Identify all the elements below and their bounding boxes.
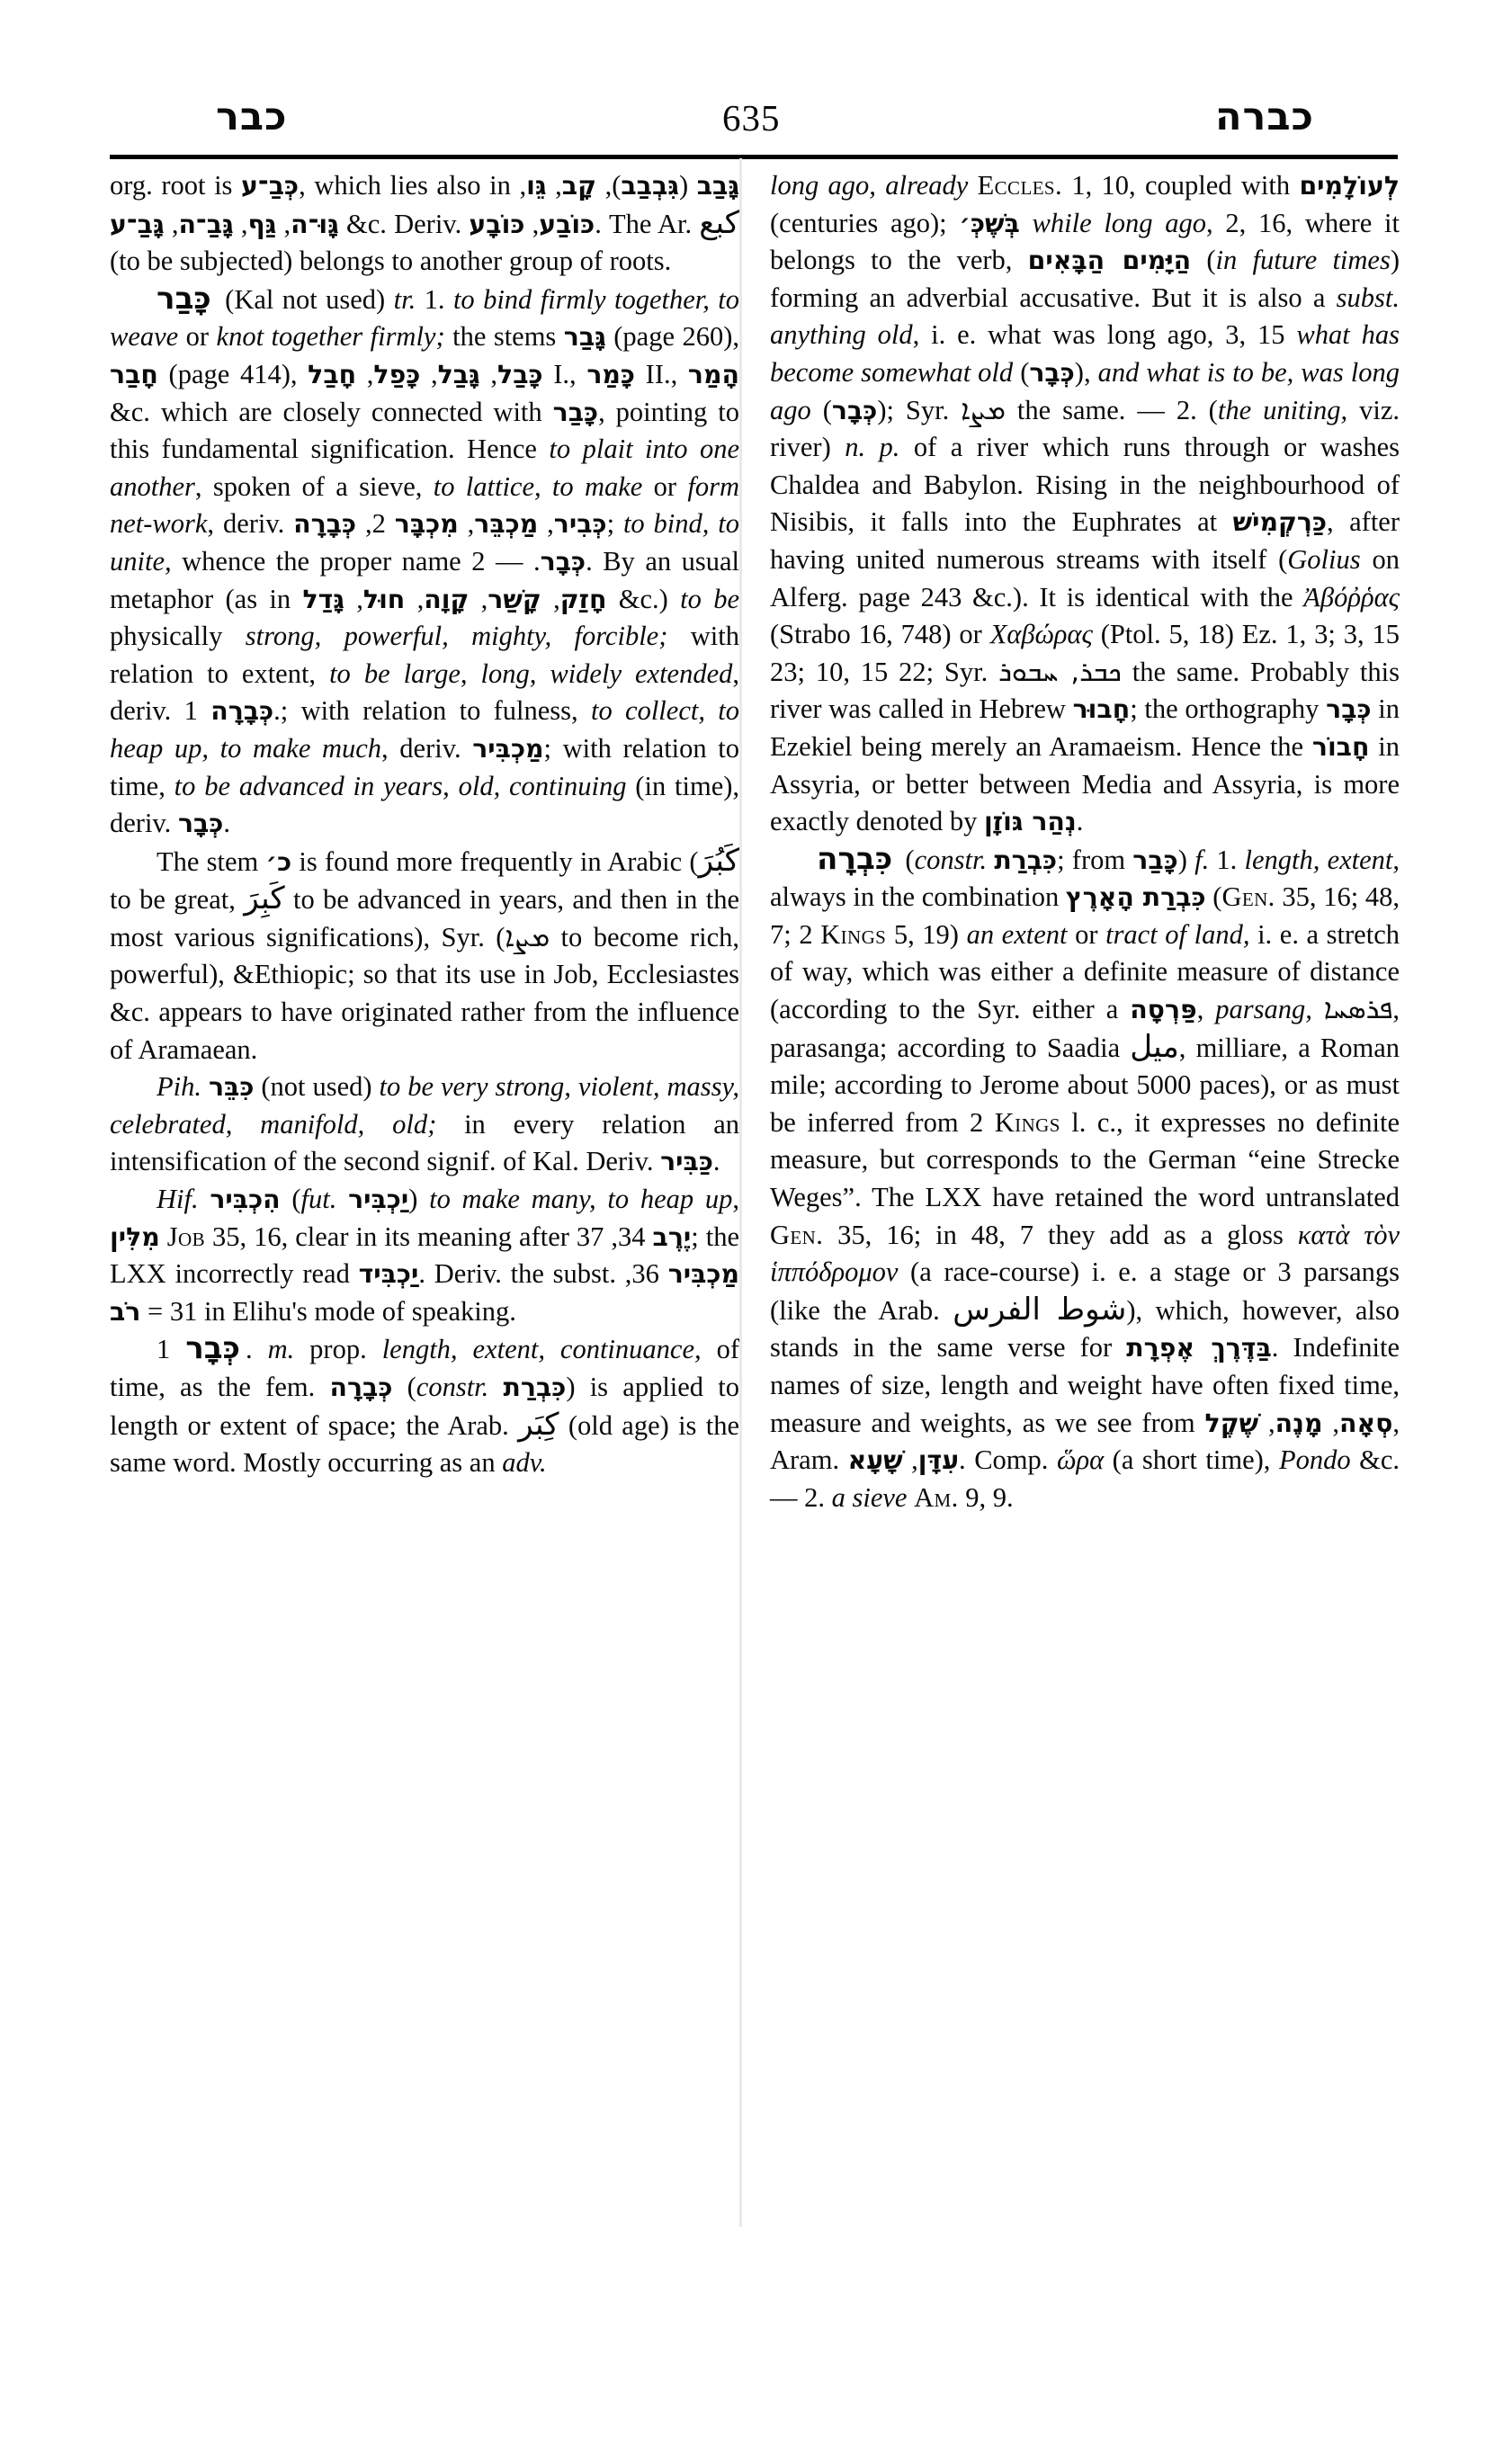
italic-gloss: fut. <box>300 1184 337 1215</box>
hebrew-word: מָנֶה <box>1275 1408 1323 1438</box>
hebrew-word: חוּל <box>362 584 406 614</box>
text-run: (Kal not used) <box>216 283 394 315</box>
hebrew-word: כָּפַל <box>373 359 421 389</box>
text-run <box>336 1184 348 1214</box>
hebrew-word: כִּבְרַת <box>503 1373 567 1402</box>
text-run: to be great, <box>110 884 245 916</box>
text-run: &c. <box>338 208 395 239</box>
paragraph-p-kabar-main <box>110 281 739 843</box>
hebrew-word: שָׁעָא <box>847 1445 903 1476</box>
text-run: , <box>405 583 425 614</box>
italic-gloss: tract of land, <box>1105 918 1250 950</box>
body-columns <box>110 167 1401 1516</box>
italic-gloss: strong, powerful, mighty, forcible; <box>245 621 668 652</box>
italic-gloss: Hif. <box>157 1184 199 1215</box>
text-run: ( <box>678 170 697 201</box>
text-run: on Alferg. page 243 &c.). It is identical with the <box>770 543 1400 612</box>
italic-gloss: to make many, to heap up <box>429 1184 733 1215</box>
text-run: 36, 31 = <box>140 1258 668 1327</box>
hebrew-word: כּוֹבַע <box>539 209 595 239</box>
text-run <box>1020 208 1033 238</box>
hebrew-word: כְּבָר <box>177 809 224 839</box>
text-run: . Deriv. the subst. <box>418 1258 625 1290</box>
text-run: , parasanga; according to Saadia <box>770 994 1400 1063</box>
hebrew-word: קָוָה <box>424 584 470 614</box>
paragraph-p-org-root <box>110 167 739 281</box>
text-run: ( <box>280 1184 301 1215</box>
text-run: , <box>1322 1407 1339 1438</box>
text-run: in every relation an intensification of the second signif. of Kal. Deriv. <box>110 1108 739 1177</box>
text-run: , <box>1196 994 1216 1025</box>
text-run: 35, 16, clear in its meaning after <box>205 1221 577 1252</box>
hebrew-word: כְּבָר <box>831 395 878 425</box>
text-run: physically <box>110 621 246 652</box>
hebrew-word: גִּבְבַב <box>621 171 679 201</box>
hebrew-word: לְעוֹלָמִים <box>1299 171 1400 201</box>
hebrew-word: חָבוּר <box>1072 694 1131 725</box>
hebrew-word: מִכְבָּר <box>394 509 459 540</box>
text-run <box>968 170 977 201</box>
text-run: . <box>712 1146 720 1177</box>
text-run: , pointing to this fundamental signification. Hence <box>110 396 739 465</box>
text-run: 35, 16; 48, 7; 2 <box>770 881 1400 950</box>
paragraph-p-longago <box>770 167 1400 841</box>
text-run: in Elihu's mode of speaking. <box>197 1295 516 1327</box>
text-run: &c. — 2. <box>770 1444 1400 1513</box>
hebrew-word: כָּבַל <box>497 359 543 389</box>
text-run: ), <box>595 170 622 201</box>
text-run: , <box>344 583 363 614</box>
text-run: ; the orthography <box>1130 693 1327 725</box>
text-run <box>1312 994 1324 1024</box>
text-run: ; <box>606 508 623 540</box>
text-run: is found more frequently in Arabic ( <box>291 845 699 877</box>
text-run <box>199 1184 210 1214</box>
hebrew-word: כ׳ <box>265 846 292 877</box>
hebrew-word: בְּשֶׁכְּ׳ <box>959 208 1020 238</box>
text-run: , <box>732 1184 739 1215</box>
hebrew-word: גָּבַב <box>696 171 739 201</box>
text-run: ( <box>1205 881 1222 913</box>
greek-word: κατὰ τὸν ἱππόδρομον <box>770 1219 1400 1288</box>
italic-gloss: to be advanced in years, old, continuing <box>174 770 627 801</box>
text-run: , spoken of a sieve, <box>194 470 434 502</box>
text-run: l. c., it expresses no definite measure, but corresponds to the German “eine Strecke Weges”. The LXX have retained the word untranslated <box>770 1106 1400 1213</box>
text-run: . <box>223 808 230 839</box>
text-run: , after having united numerous streams with itself ( <box>770 506 1400 575</box>
text-run: , <box>469 583 488 614</box>
hebrew-word: מַכְבִּיר <box>667 1259 739 1290</box>
italic-gloss: to lattice, to make <box>433 470 643 502</box>
hebrew-word: כִּבְרַת <box>994 845 1058 875</box>
hebrew-word: גָּבַ־ע <box>110 209 165 239</box>
hebrew-lemma-headword: כָּבַר <box>157 280 211 317</box>
text-run: of a river which runs through or washes Chaldea and Babylon. Rising in the neighbourhood of Nisibis, it falls into the Euphrates at <box>770 432 1400 538</box>
text-run: , <box>164 208 179 239</box>
italic-gloss: length, extent, continuance, <box>381 1334 702 1365</box>
text-run: (Strabo 16, 748) or <box>770 619 990 650</box>
syriac-word: ܦܪܣܚܐ <box>1323 994 1393 1026</box>
hebrew-word: מַכְבִּיר <box>472 733 544 764</box>
hebrew-word: פַּרְסָה <box>1130 995 1197 1025</box>
running-head-left-lemma: כבר <box>216 94 288 139</box>
italic-gloss: to plait into one another <box>110 434 739 502</box>
italic-gloss: while long ago <box>1032 207 1207 238</box>
text-run: ( <box>1191 245 1216 276</box>
hebrew-word: סְאָה <box>1338 1408 1393 1438</box>
smallcaps-reference: Gen. <box>770 1219 824 1250</box>
hebrew-word: נְהַר גּוֹזָן <box>983 807 1077 837</box>
hebrew-word: יַכְבִּיד <box>358 1259 419 1290</box>
greek-word: Ἀβόῤῥας <box>1303 581 1400 612</box>
text-run: ( <box>1013 356 1030 388</box>
smallcaps-reference: Am. <box>914 1481 959 1513</box>
text-run: 1.; with relation to fulness, <box>183 695 591 727</box>
italic-gloss: f. <box>1194 844 1210 875</box>
text-run: of time, as the fem. <box>110 1334 739 1402</box>
text-run: , <box>538 508 554 540</box>
italic-gloss: to collect, to heap up, to make much <box>110 695 740 764</box>
italic-gloss: to be <box>680 583 739 614</box>
hebrew-word: גָּוּ־ה <box>291 209 339 239</box>
italic-gloss: what has become somewhat old <box>770 319 1400 388</box>
text-run: The stem <box>157 845 266 877</box>
italic-gloss: the uniting, <box>1217 394 1348 425</box>
text-run: , <box>1258 1407 1275 1438</box>
hebrew-word: כְּבָר <box>540 546 586 577</box>
italic-gloss: and what is to be, was long ago <box>770 356 1400 425</box>
text-run: (a race-course) i. e. a stage or 3 parsangs (like the Arab. <box>770 1256 1400 1326</box>
text-run: . Indefinite names of size, length and weight have often fixed time, measure and weights, as we see from <box>770 1332 1400 1438</box>
page-number: 635 <box>721 97 781 139</box>
text-run: ( <box>810 394 832 425</box>
italic-gloss: m. <box>267 1334 295 1365</box>
text-run <box>201 1071 209 1102</box>
text-run: , <box>276 208 291 239</box>
text-run: 1. <box>1209 844 1245 875</box>
arabic-word: كَبُرَ <box>698 842 739 879</box>
hebrew-word: כָּבַר <box>1132 845 1178 875</box>
paragraph-p-kibrah <box>770 841 1400 1517</box>
text-run: the same. — 2. ( <box>1005 394 1218 425</box>
text-run: in Ezekiel being merely an Aramaeism. Hence the <box>770 693 1400 762</box>
hebrew-word: כָּבַר <box>552 397 599 427</box>
italic-gloss: constr. <box>914 844 988 875</box>
text-run <box>160 1221 167 1252</box>
hebrew-word: כּוֹבָע <box>469 209 525 239</box>
text-run: org. root is <box>110 170 242 201</box>
text-run: (old age) is the same word. Mostly occurring as an <box>110 1409 740 1479</box>
text-run: , always in the combination <box>770 844 1400 913</box>
hebrew-word: חָזַק <box>559 584 607 614</box>
hebrew-lemma-headword: כִּבְרָה <box>817 840 893 877</box>
text-run: to be advanced in years, and then in the most various significations), Syr. ( <box>110 884 739 952</box>
hebrew-word: כְּבִיר <box>553 509 607 540</box>
left-column <box>110 167 739 1516</box>
text-run: , Aram. <box>770 1407 1400 1476</box>
text-run: II., <box>635 358 688 389</box>
smallcaps-reference: Eccles. <box>977 170 1063 201</box>
italic-gloss: to be large, long, widely extended <box>329 657 733 689</box>
text-run: ) <box>408 1184 430 1215</box>
hebrew-word: עִדָּן <box>917 1445 960 1476</box>
paragraph-p-pihel <box>110 1069 739 1181</box>
text-run: ( <box>898 844 915 875</box>
text-run: . The Ar. <box>595 208 700 239</box>
text-run: 2, <box>356 508 395 540</box>
hebrew-word: חָבַל <box>308 359 357 389</box>
text-run: , deriv. <box>110 657 739 727</box>
hebrew-word: בַּדֶּרֶךְ אֶפְרָת <box>1126 1333 1272 1364</box>
hebrew-word: גָּבַ־ה <box>178 209 234 239</box>
text-run: or <box>642 470 688 502</box>
hebrew-word: יֶרֶב <box>652 1221 692 1252</box>
hebrew-word: כְּבָרָה <box>210 696 274 727</box>
text-run: 5, 19) <box>886 918 967 950</box>
text-run: , <box>479 358 498 389</box>
hebrew-word: גֵּו <box>526 171 547 201</box>
italic-gloss: Golius <box>1287 543 1361 575</box>
text-run: viz. river) <box>770 394 1400 463</box>
text-run: ( <box>392 1372 416 1402</box>
text-run: , deriv. <box>207 508 294 540</box>
text-run: , <box>546 170 562 201</box>
italic-gloss: n. p. <box>845 432 900 463</box>
text-run: the stems <box>444 321 564 353</box>
text-run: , milliare, a Roman mile; according to Jerome about 5000 paces), or as must be inferred from 2 <box>770 1032 1400 1138</box>
text-run: (a short time), <box>1104 1444 1279 1476</box>
hebrew-word: קָשַׁר <box>488 584 541 614</box>
greek-word: ὥρα <box>1056 1444 1105 1476</box>
italic-gloss: Pih. <box>157 1071 201 1103</box>
text-run: ; with relation to time, <box>110 732 739 801</box>
text-run: &c.) <box>606 583 681 614</box>
text-run: ) forming an adverbial accusative. But it is also a <box>770 245 1400 313</box>
hebrew-word: כְּבָרָה <box>329 1373 393 1402</box>
text-run: , <box>458 508 475 540</box>
greek-word: Χαβώρας <box>989 619 1093 650</box>
text-run: , <box>420 358 438 389</box>
italic-gloss: adv. <box>502 1447 547 1479</box>
text-run: with relation to extent, <box>110 621 740 689</box>
text-run: the same. Probably this river was called in Hebrew <box>770 656 1400 725</box>
text-run: ); Syr. <box>877 394 962 425</box>
hebrew-word: הַיָּמִים הַבָּאִים <box>1027 246 1192 276</box>
hebrew-word: כְּבָר <box>1029 357 1075 388</box>
text-run: , i. e. what was long ago, 3, 15 <box>912 319 1297 351</box>
smallcaps-reference: Job <box>166 1221 206 1252</box>
text-run: to become rich, powerful), &Ethiopic; so that its use in Job, Ecclesiastes &c. appears to have originated rather from the influence of Aramaean. <box>110 921 739 1065</box>
text-run: Deriv. <box>394 208 470 239</box>
syriac-word: ܡܨܐ <box>505 921 550 953</box>
italic-gloss: knot together firmly; <box>216 321 445 353</box>
text-run: . Comp. <box>959 1444 1057 1476</box>
text-run: , which lies also in <box>299 170 520 201</box>
running-head <box>108 86 1404 137</box>
hebrew-word: גָּבַל <box>437 359 480 389</box>
text-run: (to be subjected) belongs to another group of roots. <box>110 246 672 277</box>
text-run: or <box>1067 918 1106 950</box>
smallcaps-reference: Gen. <box>1221 881 1275 913</box>
text-run <box>907 1482 914 1513</box>
text-run: (Ptol. 5, 18) Ez. 1, 3; 3, 15 23; 10, 15 22; Syr. <box>770 619 1400 687</box>
text-run: ), <box>1074 356 1098 388</box>
text-run: 34, 37; the LXX incorrectly read <box>110 1221 739 1290</box>
hebrew-word: שֶׁקֶל <box>1204 1408 1259 1438</box>
text-run: ) <box>1177 844 1195 875</box>
text-run: ), which, however, also stands in the same verse for <box>770 1294 1400 1364</box>
text-run: , <box>541 583 560 614</box>
paragraph-p-kebar-noun <box>110 1330 739 1481</box>
running-head-right-lemma: כברה <box>1214 94 1314 139</box>
hebrew-word: מַכְבֵּר <box>474 509 539 540</box>
hebrew-word: הָמַר <box>687 359 740 389</box>
smallcaps-reference: Kings <box>820 918 887 950</box>
hebrew-word: גָּדַל <box>302 584 344 614</box>
header-rule <box>110 155 1398 159</box>
text-run: 9, 9. <box>958 1481 1014 1513</box>
text-run: , 2, 16, where it belongs to the verb, <box>770 207 1400 276</box>
hebrew-word: כְּבָר <box>1326 694 1372 725</box>
hebrew-word: כְּבַ־ע <box>241 171 300 201</box>
hebrew-word: מִלִּין <box>110 1221 160 1252</box>
paragraph-p-hifil <box>110 1181 739 1330</box>
hebrew-word: כִּבְרַת הָאָרֶץ <box>1065 882 1206 913</box>
italic-gloss: tr. <box>393 283 416 315</box>
hebrew-word: קָב <box>561 171 596 201</box>
text-run <box>488 1372 503 1402</box>
hebrew-word: כִּבֵּר <box>208 1072 255 1103</box>
arabic-word: شوط الفرس <box>953 1291 1127 1328</box>
italic-gloss: a sieve <box>831 1481 908 1513</box>
text-run: (page 414), <box>157 358 309 389</box>
hebrew-lemma-headword: כְּבָר <box>185 1330 240 1367</box>
text-run: 35, 16; in 48, 7 they add as a gloss <box>823 1219 1298 1250</box>
italic-gloss: form net-work <box>110 470 739 540</box>
hebrew-word: גָּבַר <box>563 322 606 353</box>
right-column <box>770 167 1400 1516</box>
text-run: 1. <box>157 1334 268 1365</box>
italic-gloss: to bind, to unite, <box>110 508 740 577</box>
text-run: , <box>524 208 540 239</box>
text-run: or <box>178 321 217 353</box>
arabic-word: كبع <box>699 204 740 241</box>
text-run: 1, 10, coupled with <box>1062 170 1300 201</box>
syriac-word: ܟܒܪ, ܚܒܘܪ <box>998 656 1122 688</box>
smallcaps-reference: Kings <box>994 1106 1060 1138</box>
hebrew-word: רֹב <box>110 1296 141 1327</box>
text-run: i. e. a stretch of way, which was either a definite measure of distance (according to the Syr. either a <box>770 918 1400 1025</box>
arabic-word: ميل <box>1130 1028 1179 1065</box>
hebrew-word: כַּרְקְמִישׁ <box>1232 507 1328 538</box>
italic-gloss: long ago, already <box>770 170 969 201</box>
italic-gloss: an extent <box>966 918 1068 950</box>
text-run: . <box>1076 806 1084 837</box>
text-run: . — 2. By an usual metaphor (as in <box>110 545 739 614</box>
text-run: &c. which are closely connected with <box>110 396 553 427</box>
text-run: , deriv. <box>381 732 473 764</box>
text-run: whence the proper name <box>171 545 472 577</box>
paragraph-p-stem-arabic <box>110 843 739 1069</box>
text-run: 1. <box>416 283 453 315</box>
text-run: ; from <box>1057 844 1133 875</box>
text-run: , <box>233 208 248 239</box>
text-run: , <box>902 1444 918 1476</box>
hebrew-word: כַּבִּיר <box>660 1147 713 1177</box>
text-run: (page 260), <box>605 321 739 353</box>
italic-gloss: parsang, <box>1215 994 1312 1025</box>
italic-gloss: to bind firmly together, to weave <box>110 283 739 353</box>
italic-gloss: Pondo <box>1278 1444 1351 1476</box>
text-run: (in time), deriv. <box>110 770 740 839</box>
text-run: , <box>519 170 527 201</box>
text-run: I., <box>542 358 587 389</box>
italic-gloss: to be very strong, violent, massy, celebrated, manifold, old; <box>110 1071 739 1140</box>
text-run: in Assyria, or better between Media and Assyria, is more exactly denoted by <box>770 730 1400 837</box>
hebrew-word: גַּף <box>247 209 277 239</box>
syriac-word: ܡܨܐ <box>961 394 1006 426</box>
hebrew-word: חָבוֹר <box>1311 731 1370 762</box>
hebrew-word: הִכְבִּיר <box>210 1185 281 1215</box>
text-run: (centuries ago); <box>770 207 960 238</box>
italic-gloss: constr. <box>416 1372 489 1402</box>
hebrew-word: חָבַר <box>110 359 158 389</box>
italic-gloss: length, extent <box>1244 844 1393 875</box>
hebrew-word: כְּבָרָה <box>293 509 357 540</box>
text-run: , <box>356 358 374 389</box>
text-run: prop. <box>294 1334 382 1365</box>
italic-gloss: in future times <box>1215 245 1391 276</box>
hebrew-word: יַכְבִּיר <box>348 1185 409 1215</box>
italic-gloss: subst. anything old <box>770 282 1400 351</box>
text-run: ) is applied to length or extent of space; the Arab. <box>110 1372 740 1441</box>
hebrew-word: כָּמַר <box>586 359 635 389</box>
arabic-word: كَبِرَ <box>244 881 285 917</box>
text-run: (not used) <box>254 1071 380 1103</box>
arabic-word: كِبَر <box>518 1406 559 1443</box>
